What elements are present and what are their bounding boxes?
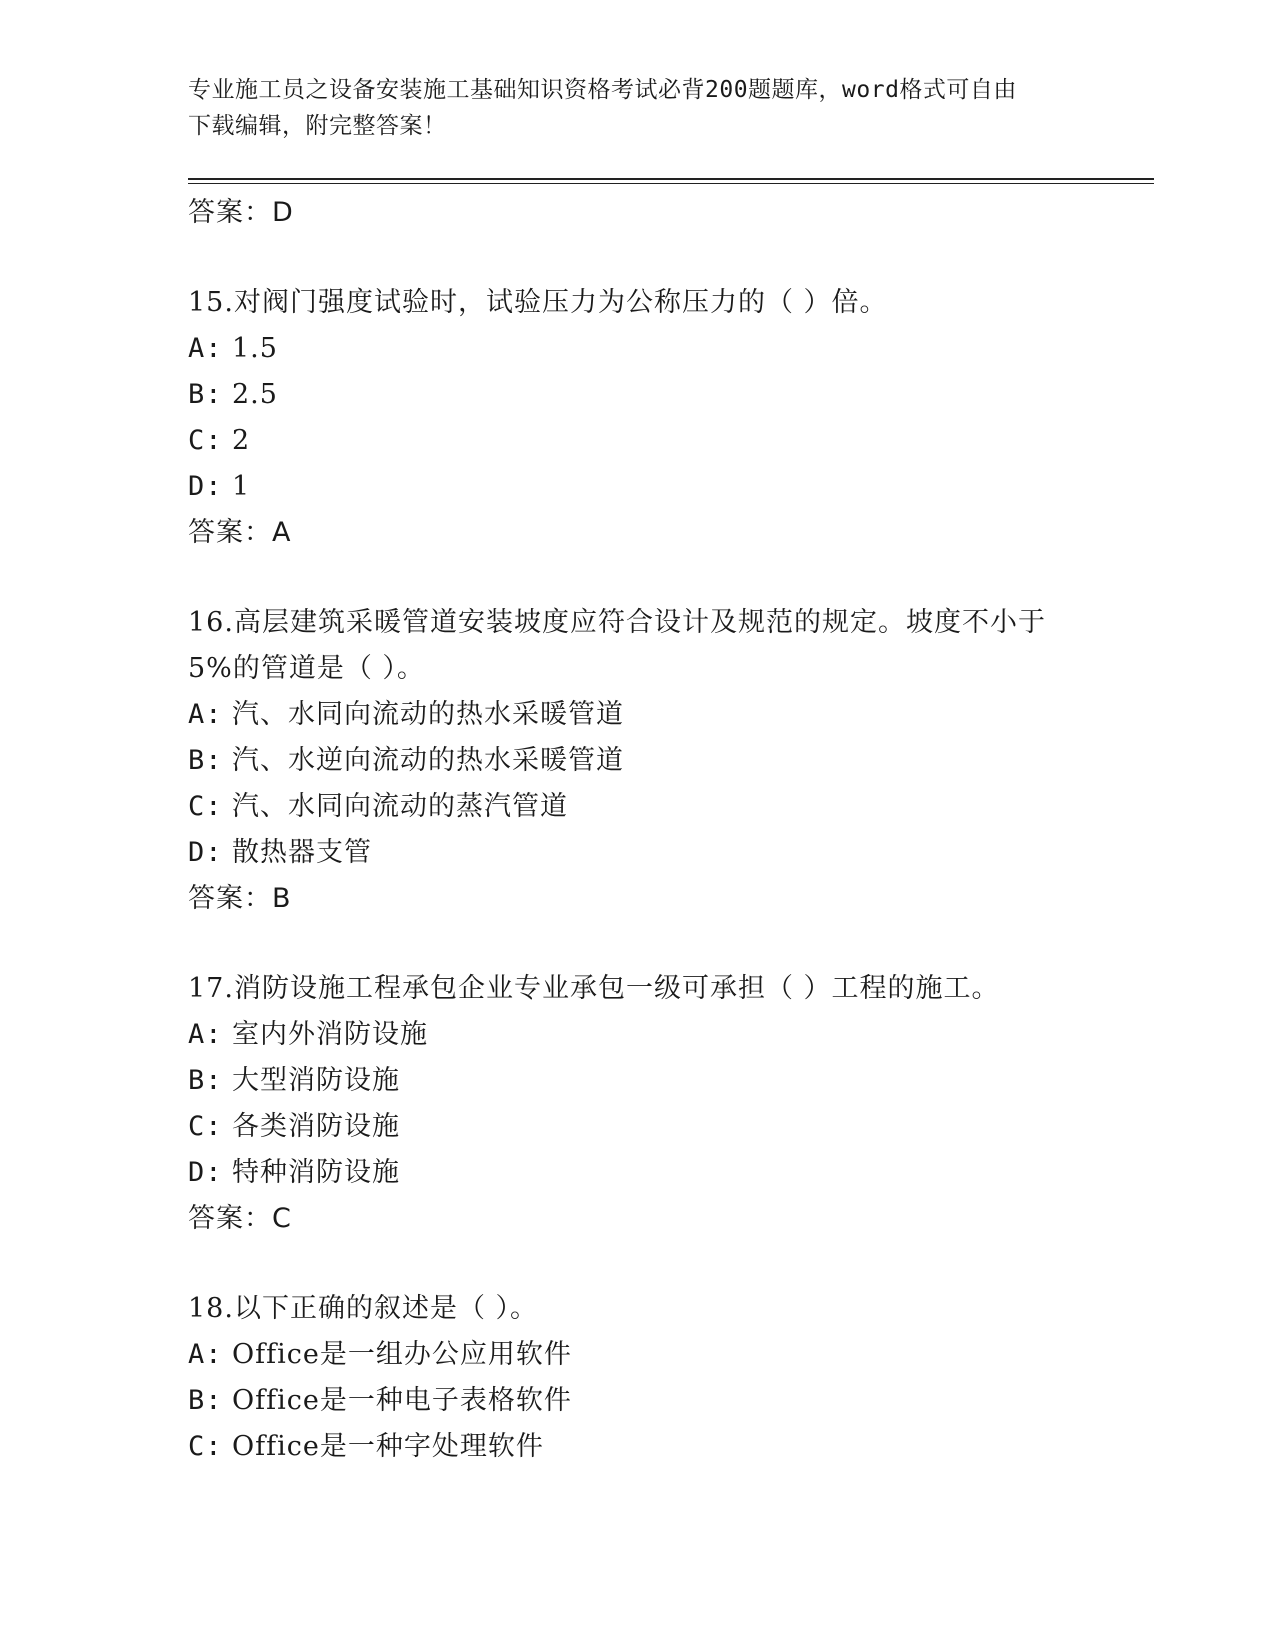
header-title-line-1: 专业施工员之设备安装施工基础知识资格考试必背200题题库，word格式可自由	[188, 77, 1017, 103]
option-label: A:	[188, 333, 223, 364]
option-text: 大型消防设施	[232, 1065, 400, 1096]
answer: 答案：B	[188, 883, 292, 914]
option-c	[188, 1104, 1128, 1150]
option-a	[188, 326, 1128, 372]
option-text: 1	[232, 471, 251, 502]
option-text: 汽、水同向流动的蒸汽管道	[232, 791, 568, 822]
option-a	[188, 1012, 1128, 1058]
option-b	[188, 1058, 1128, 1104]
header-title-line-2: 下载编辑，附完整答案！	[188, 113, 447, 139]
option-label: B:	[188, 745, 223, 776]
header-divider-thin	[188, 183, 1154, 184]
option-label: A:	[188, 699, 223, 730]
option-text: Office是一种电子表格软件	[232, 1385, 572, 1416]
option-c	[188, 1424, 1128, 1470]
question-stem: 17.消防设施工程承包企业专业承包一级可承担（ ）工程的施工。	[188, 973, 1000, 1004]
option-label: C:	[188, 1431, 223, 1462]
option-label: C:	[188, 1111, 223, 1142]
option-d	[188, 830, 1128, 876]
option-text: 2	[232, 425, 251, 456]
option-label: B:	[188, 1065, 223, 1096]
question-stem-line-2: 5%的管道是（ ）。	[188, 653, 425, 684]
option-c	[188, 784, 1128, 830]
answer: 答案：A	[188, 517, 292, 548]
option-text: 各类消防设施	[232, 1111, 400, 1142]
option-label: D:	[188, 837, 223, 868]
question-stem: 18.以下正确的叙述是（ ）。	[188, 1293, 539, 1324]
answer: 答案：C	[188, 1203, 292, 1234]
question-17	[188, 966, 1128, 1242]
option-c	[188, 418, 1128, 464]
option-text: 特种消防设施	[232, 1157, 400, 1188]
question-stem: 15.对阀门强度试验时，试验压力为公称压力的（ ）倍。	[188, 287, 888, 318]
option-text: 2.5	[232, 379, 278, 410]
option-text: 1.5	[232, 333, 278, 364]
option-text: 汽、水同向流动的热水采暖管道	[232, 699, 624, 730]
header-divider	[188, 178, 1154, 180]
question-stem-line-1: 16.高层建筑采暖管道安装坡度应符合设计及规范的规定。坡度不小于	[188, 607, 1046, 638]
option-label: D:	[188, 1157, 223, 1188]
document-header	[188, 72, 1088, 144]
option-d	[188, 1150, 1128, 1196]
option-d	[188, 464, 1128, 510]
option-label: C:	[188, 791, 223, 822]
option-text: 汽、水逆向流动的热水采暖管道	[232, 745, 624, 776]
option-label: A:	[188, 1339, 223, 1370]
option-label: D:	[188, 471, 223, 502]
option-label: A:	[188, 1019, 223, 1050]
option-b	[188, 1378, 1128, 1424]
option-label: B:	[188, 1385, 223, 1416]
option-text: Office是一组办公应用软件	[232, 1339, 572, 1370]
option-text: Office是一种字处理软件	[232, 1431, 544, 1462]
option-label: C:	[188, 425, 223, 456]
document-body	[188, 190, 1128, 1470]
option-label: B:	[188, 379, 223, 410]
option-b	[188, 738, 1128, 784]
question-15	[188, 280, 1128, 556]
question-16	[188, 600, 1128, 922]
option-text: 散热器支管	[232, 837, 372, 868]
question-18	[188, 1286, 1128, 1470]
previous-answer: 答案：D	[188, 197, 294, 228]
option-b	[188, 372, 1128, 418]
option-a	[188, 692, 1128, 738]
option-a	[188, 1332, 1128, 1378]
option-text: 室内外消防设施	[232, 1019, 428, 1050]
